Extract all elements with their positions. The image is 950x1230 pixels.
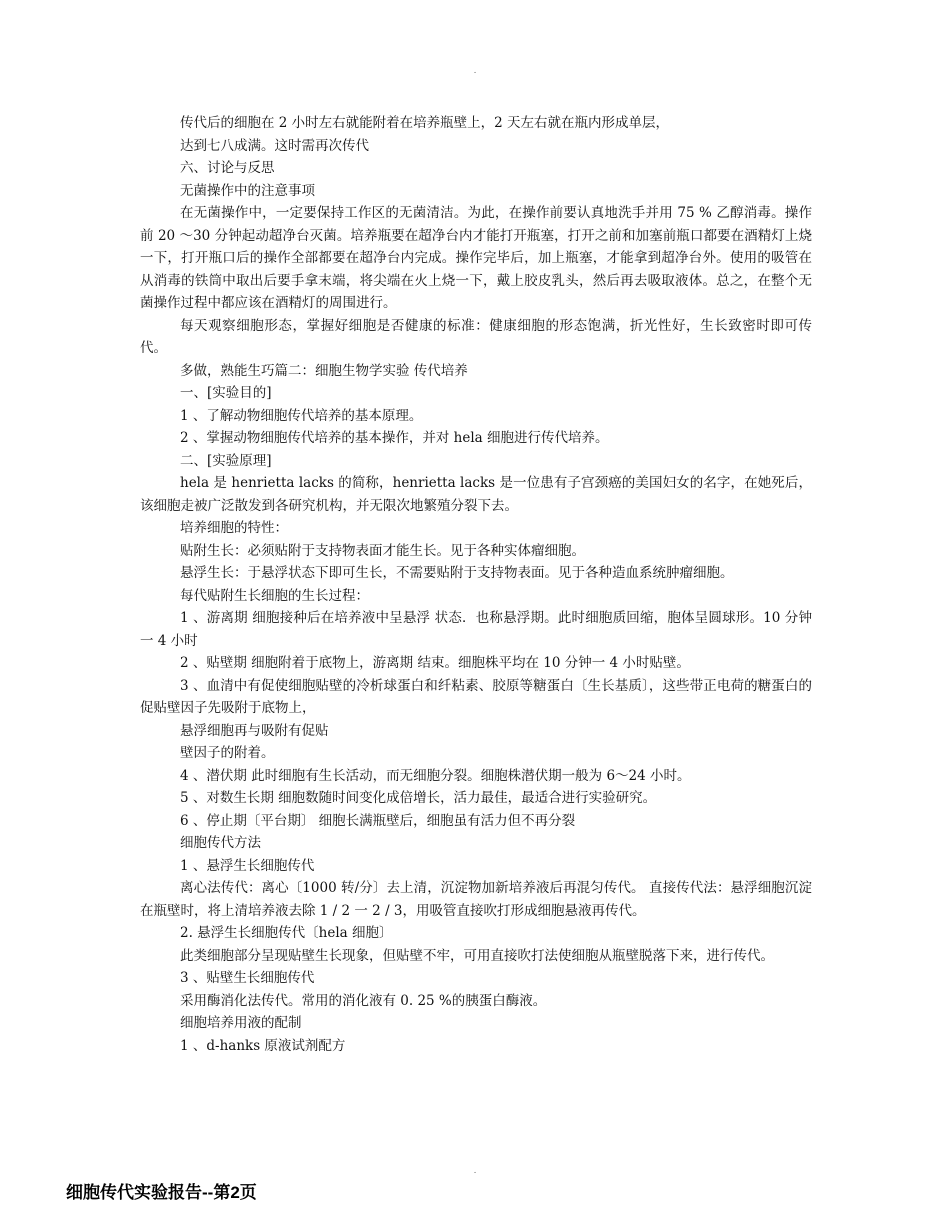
paragraph: 贴附生长：必须贴附于支持物表面才能生长。见于各种实体瘤细胞。: [180, 542, 585, 559]
paragraph: 壁因子的附着。: [180, 745, 275, 761]
paragraph: 二、[实验原理]: [180, 452, 272, 469]
paragraph: 培养细胞的特性：: [180, 520, 288, 536]
paragraph: 一、[实验目的]: [180, 385, 272, 401]
paragraph: 1 、了解动物细胞传代培养的基本原理。: [180, 407, 423, 424]
paragraph: 3 、血清中有促使细胞贴壁的冷析球蛋白和纤粘素、胶原等糖蛋白〔生长基质〕，这些带正电荷的糖蛋白的促贴壁因子先吸附于底物上，: [140, 677, 812, 716]
paragraph: 采用酶消化法传代。常用的消化液有 0. 25 %的胰蛋白酶液。: [180, 992, 547, 1009]
paragraph: hela 是 henrietta lacks 的简称，henrietta lacks 是一位患有子宫颈癌的美国妇女的名字，在她死后，该细胞走被广泛散发到各研究机构，并无限次地繁殖分裂下去。: [140, 475, 812, 514]
paragraph: 1 、游离期 细胞接种后在培养液中呈悬浮 状态．也称悬浮期。此时细胞质回缩，胞体呈圆球形。10 分钟一 4 小时: [140, 610, 812, 649]
paragraph: 六、讨论与反思: [180, 160, 275, 176]
footer-dot: .: [473, 1166, 477, 1175]
paragraph: 传代后的细胞在 2 小时左右就能附着在培养瓶壁上，2 天左右就在瓶内形成单层，: [180, 115, 670, 131]
paragraph: 5 、对数生长期 细胞数随时间变化成倍增长，活力最佳，最适合进行实验研究。: [180, 790, 657, 806]
paragraph: 悬浮细胞再与吸附有促贴: [180, 722, 329, 739]
paragraph: 达到七八成满。这时需再次传代: [180, 137, 369, 154]
paragraph: 无菌操作中的注意事项: [180, 182, 315, 199]
paragraph: 6 、停止期〔平台期〕 细胞长满瓶壁后，细胞虽有活力但不再分裂: [180, 812, 576, 829]
paragraph: 细胞传代方法: [180, 835, 261, 851]
paragraph: 细胞培养用液的配制: [180, 1015, 302, 1031]
paragraph: 2. 悬浮生长细胞传代〔hela 细胞〕: [180, 925, 393, 941]
paragraph: 此类细胞部分呈现贴壁生长现象，但贴壁不牢，可用直接吹打法使细胞从瓶壁脱落下来，进行传代。: [180, 947, 774, 964]
paragraph: 2 、贴壁期 细胞附着于底物上，游离期 结束。细胞株平均在 10 分钟一 4 小时贴壁。: [180, 655, 690, 671]
paragraph: 离心法传代：离心〔1000 转/分〕去上清，沉淀物加新培养液后再混匀传代。 直接传代法：悬浮细胞沉淀在瓶壁时，将上清培养液去除 1 / 2 一 2 / 3，用吸管直接吹打形成细胞悬液再传代。: [140, 880, 812, 919]
paragraph: 4 、潜伏期 此时细胞有生长活动，而无细胞分裂。细胞株潜伏期一般为 6～24 小时。: [180, 767, 691, 784]
paragraph: 每代贴附生长细胞的生长过程：: [180, 587, 369, 604]
paragraph: 1 、d-hanks 原液试剂配方: [180, 1037, 346, 1054]
paragraph: 3 、贴壁生长细胞传代: [180, 970, 315, 986]
page-footer: 细胞传代实验报告--第2页: [66, 1183, 257, 1202]
paragraph: 2 、掌握动物细胞传代培养的基本操作，并对 hela 细胞进行传代培养。: [180, 430, 609, 446]
header-dot: .: [473, 66, 477, 75]
paragraph: 每天观察细胞形态，掌握好细胞是否健康的标准：健康细胞的形态饱满，折光性好，生长致密时即可传代。: [140, 317, 812, 356]
paragraph: 多做，熟能生巧篇二：细胞生物学实验 传代培养: [180, 362, 468, 379]
document-body: [140, 112, 812, 1057]
paragraph: 1 、悬浮生长细胞传代: [180, 857, 315, 874]
paragraph: 悬浮生长：于悬浮状态下即可生长，不需要贴附于支持物表面。见于各种造血系统肿瘤细胞。: [180, 565, 734, 581]
paragraph: 在无菌操作中，一定要保持工作区的无菌清洁。为此，在操作前要认真地洗手并用 75 % 乙醇消毒。操作前 20 ～30 分钟起动超净台灭菌。培养瓶要在超净台内才能打开瓶塞，打开之前和加塞前瓶口都要在酒精灯上烧一下，打开瓶口后的操作全部都要在超净台内完成。操作完毕后，加上瓶塞，才能拿到超净台外。使用的吸管在从消毒的铁筒中取出后要手拿末端，将尖端在火上烧一下，戴上胶皮乳头，然后再去吸取液体。总之，在整个无菌操作过程中都应该在酒精灯的周围进行。: [140, 205, 812, 311]
